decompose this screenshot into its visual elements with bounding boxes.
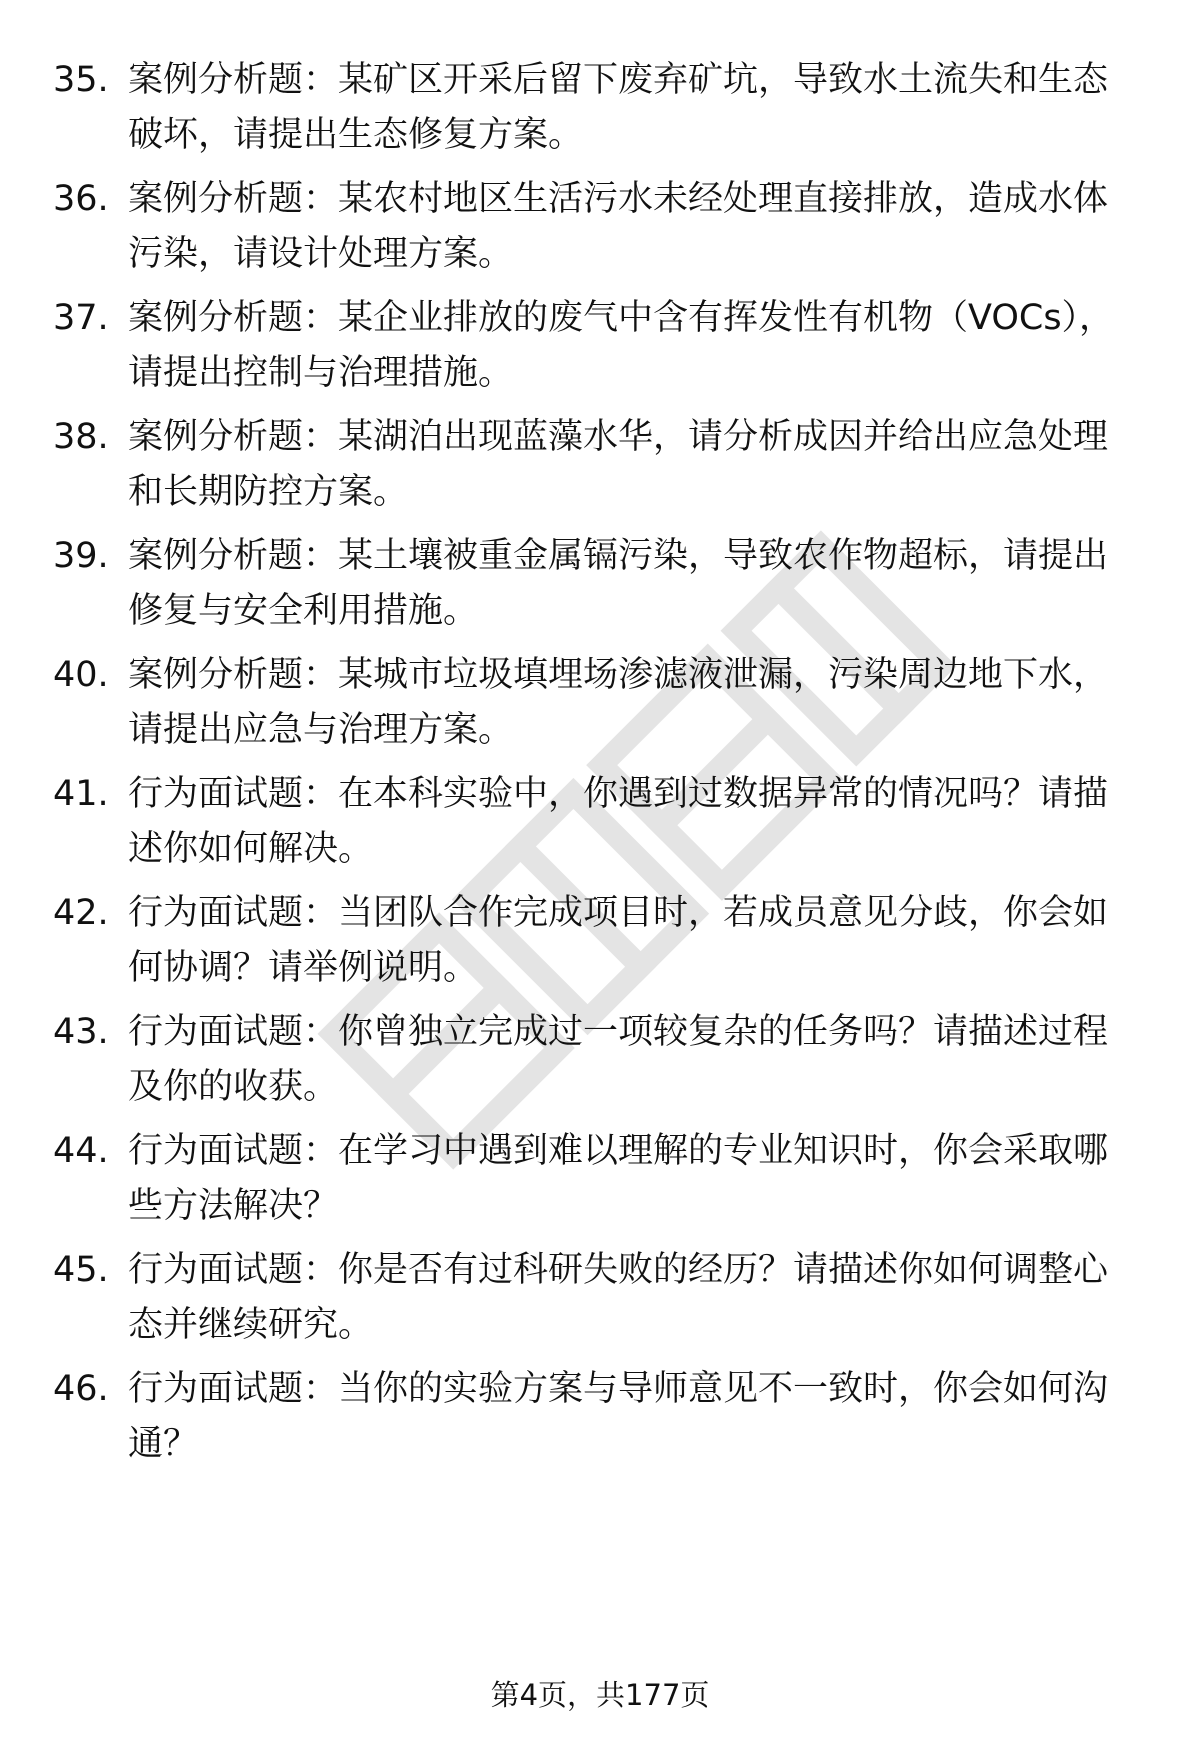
question-number: 41. <box>53 774 109 814</box>
question-text: 行为面试题：在本科实验中，你遇到过数据异常的情况吗？请描述你如何解决。 <box>128 774 1109 869</box>
question-number: 42. <box>53 893 109 933</box>
question-item <box>0 1243 1200 1353</box>
question-number: 46. <box>53 1369 109 1409</box>
question-text: 行为面试题：当团队合作完成项目时，若成员意见分歧，你会如何协调？请举例说明。 <box>128 893 1109 988</box>
question-number: 45. <box>53 1250 109 1290</box>
question-text: 案例分析题：某湖泊出现蓝藻水华，请分析成因并给出应急处理和长期防控方案。 <box>128 417 1109 512</box>
question-number: 36. <box>53 179 109 219</box>
question-item <box>0 410 1200 520</box>
question-text: 案例分析题：某城市垃圾填埋场渗滤液泄漏，污染周边地下水，请提出应急与治理方案。 <box>128 655 1109 750</box>
question-text: 行为面试题：在学习中遇到难以理解的专业知识时，你会采取哪些方法解决？ <box>128 1131 1109 1226</box>
question-item <box>0 172 1200 282</box>
question-text: 行为面试题：你曾独立完成过一项较复杂的任务吗？请描述过程及你的收获。 <box>128 1012 1109 1107</box>
question-item <box>0 1005 1200 1115</box>
question-number: 35. <box>53 60 109 100</box>
question-text: 案例分析题：某农村地区生活污水未经处理直接排放，造成水体污染，请设计处理方案。 <box>128 179 1109 274</box>
question-item <box>0 648 1200 758</box>
question-item <box>0 291 1200 401</box>
question-item <box>0 767 1200 877</box>
question-number: 40. <box>53 655 109 695</box>
question-text: 案例分析题：某矿区开采后留下废弃矿坑，导致水土流失和生态破坏，请提出生态修复方案。 <box>128 60 1109 155</box>
question-text: 案例分析题：某土壤被重金属镉污染，导致农作物超标，请提出修复与安全利用措施。 <box>128 536 1109 631</box>
question-number: 39. <box>53 536 109 576</box>
question-number: 37. <box>53 298 109 338</box>
question-number: 38. <box>53 417 109 457</box>
question-item <box>0 886 1200 996</box>
question-item <box>0 1362 1200 1472</box>
question-item <box>0 529 1200 639</box>
question-number: 43. <box>53 1012 109 1052</box>
question-text: 行为面试题：当你的实验方案与导师意见不一致时，你会如何沟通？ <box>128 1369 1109 1464</box>
page-number-footer: 第4页，共177页 <box>490 1678 710 1712</box>
question-item <box>0 53 1200 163</box>
question-text: 案例分析题：某企业排放的废气中含有挥发性有机物（VOCs），请提出控制与治理措施。 <box>128 298 1115 393</box>
question-number: 44. <box>53 1131 109 1171</box>
question-item <box>0 1124 1200 1234</box>
question-text: 行为面试题：你是否有过科研失败的经历？请描述你如何调整心态并继续研究。 <box>128 1250 1109 1345</box>
